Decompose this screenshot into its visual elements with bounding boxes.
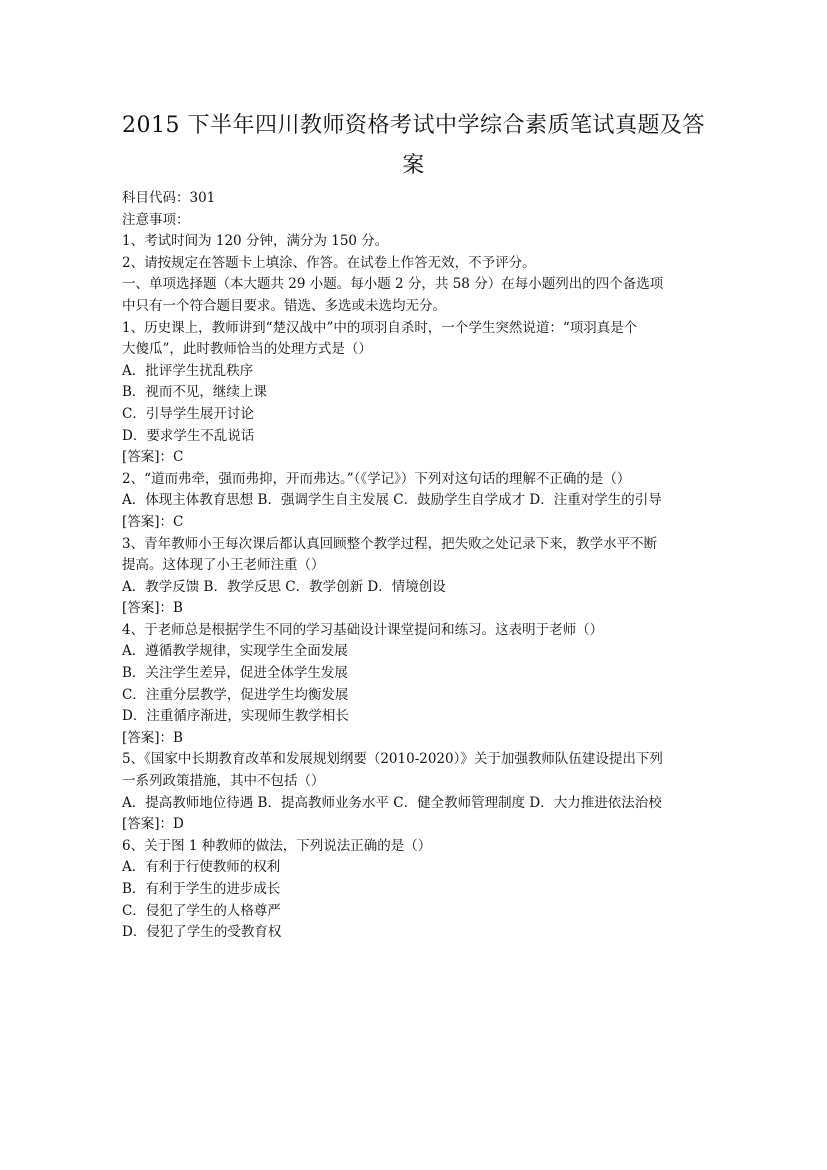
question-stem: 大傻瓜”，此时教师恰当的处理方式是（） [122,341,372,358]
question-stem: 提高。这体现了小王老师注重（） [122,557,325,574]
document-body [122,188,712,944]
answer-option: A．提高教师地位待遇 B．提高教师业务水平 C．健全教师管理制度 D．大力推进依法治校 [122,794,662,811]
question-stem: 2、“道而弗牵，强而弗抑，开而弗达。”（《学记》）下列对这句话的理解不正确的是（） [122,470,631,487]
section-heading: 一、单项选择题（本大题共 29 小题。每小题 2 分，共 58 分）在每小题列出的四个备选项 [122,276,664,293]
answer-key: [答案]：D [122,816,184,833]
answer-option: C．注重分层教学，促进学生均衡发展 [122,686,349,703]
answer-option: A．有利于行使教师的权利 [122,859,281,876]
answer-key: [答案]：C [122,449,184,466]
answer-option: B．有利于学生的进步成长 [122,881,281,897]
answer-option: C．引导学生展开讨论 [122,405,254,422]
notice-heading: 注意事项： [122,211,190,228]
answer-option: A．批评学生扰乱秩序 [122,362,254,379]
answer-key: [答案]：B [122,600,183,617]
subject-code: 科目代码：301 [122,190,216,206]
question-stem: 6、关于图 1 种教师的做法，下列说法正确的是（） [122,837,432,854]
question-stem: 4、于老师总是根据学生不同的学习基础设计课堂提问和练习。这表明于老师（） [122,621,604,638]
question-stem: 3、青年教师小王每次课后都认真回顾整个教学过程，把失败之处记录下来，教学水平不断 [122,535,658,552]
answer-key: [答案]：B [122,729,183,746]
answer-option: A．教学反馈 B．教学反思 C．教学创新 D．情境创设 [122,578,446,595]
answer-key: [答案]：C [122,513,184,530]
notice-item: 1、考试时间为 120 分钟，满分为 150 分。 [122,233,389,250]
document-title-line-2: 案 [402,153,425,178]
document-title-line-1: 2015 下半年四川教师资格考试中学综合素质笔试真题及答 [122,113,705,138]
question-stem: 5、《国家中长期教育改革和发展规划纲要（2010-2020）》关于加强教师队伍建设提出下列 [122,751,663,768]
section-heading: 中只有一个符合题目要求。错选、多选或未选均无分。 [122,297,446,314]
notice-item: 2、请按规定在答题卡上填涂、作答。在试卷上作答无效，不予评分。 [122,254,536,271]
answer-option: B．视而不见，继续上课 [122,384,267,401]
answer-option: C．侵犯了学生的人格尊严 [122,902,281,919]
answer-option: D．要求学生不乱说话 [122,427,255,444]
question-stem: 1、历史课上，教师讲到“楚汉战中”中的项羽自杀时，一个学生突然说道：“项羽真是个 [122,319,638,336]
answer-option: A．体现主体教育思想 B．强调学生自主发展 C．鼓励学生自学成才 D．注重对学生的引导 [122,492,662,509]
answer-option: A．遵循教学规律，实现学生全面发展 [122,643,348,660]
answer-option: D．注重循序渐进，实现师生教学相长 [122,708,349,725]
question-stem: 一系列政策措施，其中不包括（） [122,773,325,790]
answer-option: B．关注学生差异，促进全体学生发展 [122,665,348,682]
answer-option: D．侵犯了学生的受教育权 [122,924,282,941]
